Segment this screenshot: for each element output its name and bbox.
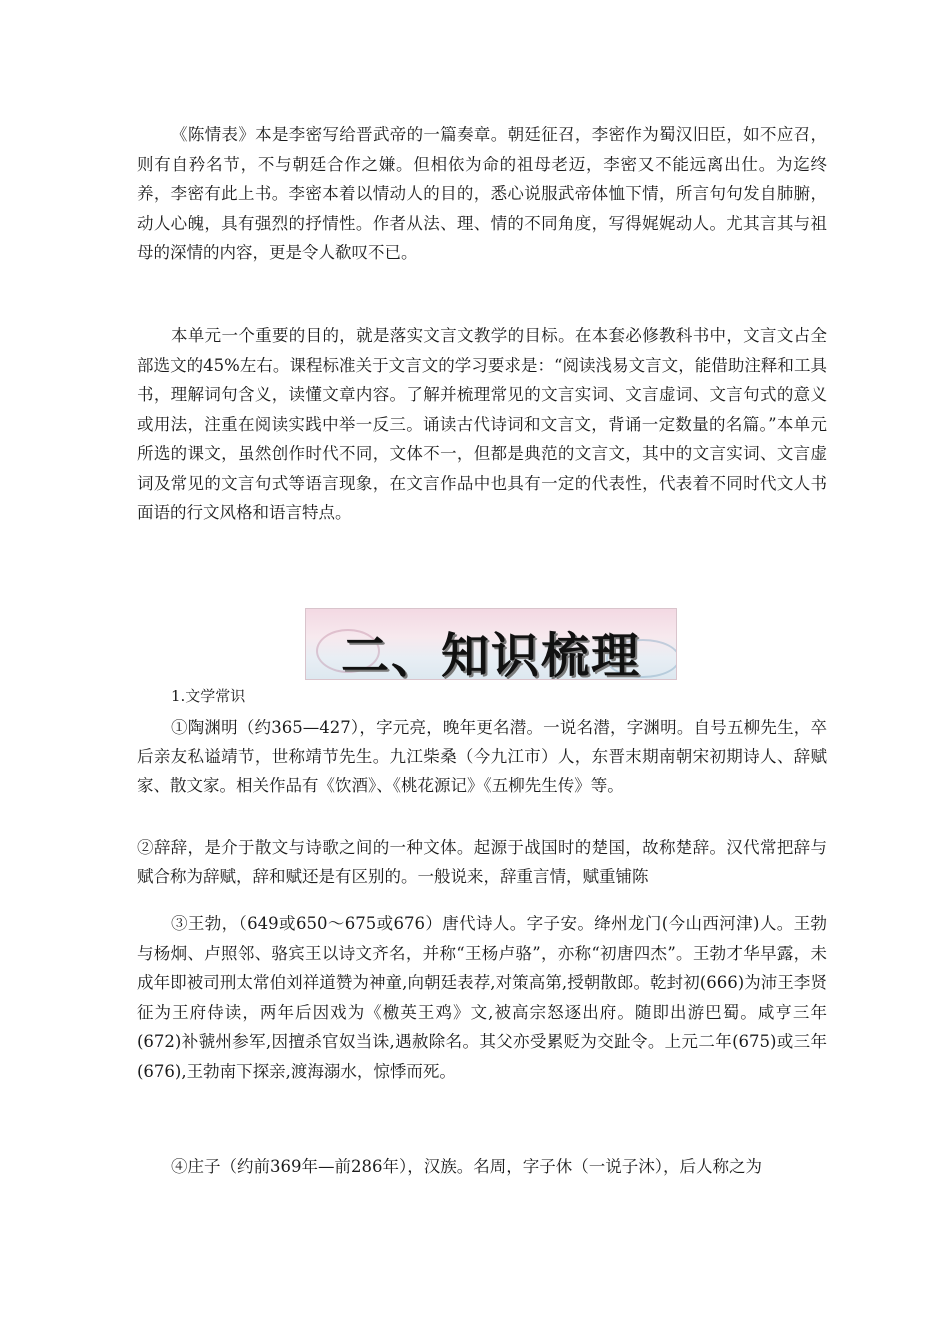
paragraph-text: 本单元一个重要的目的，就是落实文言文教学的目标。在本套必修教科书中，文言文占全部选文的45%左右。课程标准关于文言文的学习要求是：“阅读浅易文言文，能借助注释和工具书，理解词句含义，读懂文章内容。了解并梳理常见的文言实词、文言虚词、文言句式的意义或用法，注重在阅读实践中举一反三。诵读古代诗词和文言文，背诵一定数量的名篇。”本单元所选的课文，虽然创作时代不同，文体不一，但都是典范的文言文，其中的文言实词、文言虚词及常见的文言句式等语言现象，在文言作品中也具有一定的代表性，代表着不同时代文人书面语的行文风格和语言特点。	[137, 326, 827, 522]
section-heading-literary-knowledge	[137, 682, 827, 712]
item-text: ③王勃，（649或650～675或676）唐代诗人。字子安。绛州龙门(今山西河津)人。王勃与杨炯、卢照邻、骆宾王以诗文齐名，并称“王杨卢骆”，亦称“初唐四杰”。王勃才华早露，未成年即被司刑太常伯刘祥道赞为神童,向朝廷表荐,对策高第,授朝散郎。乾封初(666)为沛王李贤征为王府侍读，两年后因戏为《檄英王鸡》文,被高宗怒逐出府。随即出游巴蜀。咸亨三年(672)补虢州参军,因擅杀官奴当诛,遇赦除名。其父亦受累贬为交趾令。上元二年(675)或三年(676),王勃南下探亲,渡海溺水，惊悸而死。	[137, 914, 827, 1081]
intro-paragraph-unit-goal	[137, 321, 827, 528]
item-zhuangzi	[137, 1152, 827, 1182]
item-tao-yuanming	[137, 713, 827, 800]
intro-paragraph-chenqingbiao	[137, 120, 827, 268]
item-wang-bo	[137, 909, 827, 1086]
item-text: ②辞辞，是介于散文与诗歌之间的一种文体。起源于战国时的楚国，故称楚辞。汉代常把辞与赋合称为辞赋，辞和赋还是有区别的。一般说来，辞重言情，赋重铺陈	[137, 838, 827, 886]
item-ci-genre	[137, 833, 827, 891]
banner-title: 二、知识梳理	[340, 628, 641, 680]
item-text: ④庄子（约前369年—前286年），汉族。名周，字子休（一说子沐），后人称之为	[171, 1157, 762, 1176]
item-text: ①陶渊明（约365—427），字元亮，晚年更名潜。一说名潜，字渊明。自号五柳先生，卒后亲友私谥靖节，世称靖节先生。九江柴桑（今九江市）人，东晋末期南朝宋初期诗人、辞赋家、散文家。相关作品有《饮酒》、《桃花源记》《五柳先生传》等。	[137, 718, 827, 795]
paragraph-text: 《陈情表》本是李密写给晋武帝的一篇奏章。朝廷征召，李密作为蜀汉旧臣，如不应召，则有自矜名节，不与朝廷合作之嫌。但相依为命的祖母老迈，李密又不能远离出仕。为迄终养，李密有此上书。李密本着以情动人的目的，悉心说服武帝体恤下情，所言句句发自肺腑，动人心魄，具有强烈的抒情性。作者从法、理、情的不同角度，写得娓娓动人。尤其言其与祖母的深情的内容，更是令人欷叹不已。	[137, 125, 827, 262]
section-banner-image	[305, 608, 677, 680]
section-heading-text: 1.文学常识	[171, 687, 246, 705]
